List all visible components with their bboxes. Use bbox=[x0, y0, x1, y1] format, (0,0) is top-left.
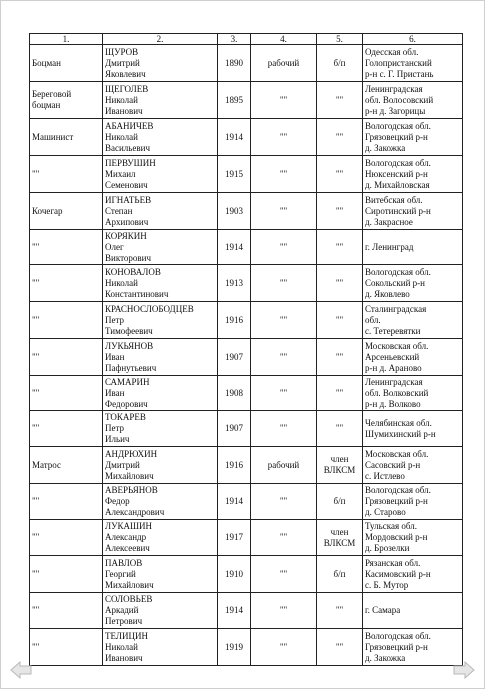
arrow-left-icon[interactable] bbox=[10, 661, 32, 679]
name-line: Николай bbox=[105, 277, 138, 288]
party-cell: "" bbox=[317, 156, 363, 193]
name-line: Ильич bbox=[105, 434, 130, 444]
birth-year-cell: 1910 bbox=[218, 556, 251, 593]
address-cell bbox=[363, 119, 463, 156]
address-line: с. Тетеревятки bbox=[365, 325, 421, 336]
name-line: ЛУКАШИН bbox=[105, 521, 153, 531]
name-line: Федорович bbox=[105, 398, 148, 409]
birth-year-cell: 1890 bbox=[218, 45, 251, 82]
party-cell: "" bbox=[317, 629, 363, 666]
party-cell: "" bbox=[317, 265, 363, 302]
position-cell: Машинист bbox=[30, 119, 103, 156]
name-line: Николай bbox=[105, 131, 138, 142]
address-line: Голопристанский bbox=[365, 57, 432, 68]
table-row bbox=[30, 376, 463, 411]
address-line: Шумихинский р-н bbox=[365, 428, 436, 439]
address-line: Ленинградская bbox=[365, 376, 423, 387]
table-row bbox=[30, 629, 463, 666]
address-line: г. Самара bbox=[365, 605, 401, 615]
name-line: Георгий bbox=[105, 568, 136, 579]
address-cell bbox=[363, 484, 463, 520]
name-line: ЩЕГОЛЕВ bbox=[105, 83, 149, 94]
position-cell: "" bbox=[30, 520, 103, 556]
name-line: Степан bbox=[105, 205, 133, 216]
party-cell: "" bbox=[317, 376, 363, 411]
name-line: Алексеевич bbox=[105, 543, 150, 553]
address-cell bbox=[363, 447, 463, 484]
table-row bbox=[30, 484, 463, 520]
name-line: КОРЯКИН bbox=[105, 230, 147, 241]
table-row bbox=[30, 230, 463, 265]
address-line: Вологодская обл. bbox=[365, 630, 431, 641]
position-cell: Боцман bbox=[30, 45, 103, 82]
name-line: СОЛОВЬЕВ bbox=[105, 594, 153, 604]
name-line: ПАВЛОВ bbox=[105, 557, 143, 568]
address-cell bbox=[363, 376, 463, 411]
name-line: Петр bbox=[105, 423, 125, 433]
origin-cell: "" bbox=[251, 520, 317, 556]
party-cell: "" bbox=[317, 411, 363, 447]
address-line: обл. Волосовский bbox=[365, 94, 434, 105]
table-row bbox=[30, 339, 463, 376]
address-line: Вологодская обл. bbox=[365, 485, 431, 495]
position-cell: "" bbox=[30, 376, 103, 411]
address-line: Сасовский р-н bbox=[365, 459, 421, 470]
position-cell: "" bbox=[30, 265, 103, 302]
birth-year-cell: 1907 bbox=[218, 339, 251, 376]
name-line: ТОКАРЕВ bbox=[105, 412, 146, 422]
origin-cell: "" bbox=[251, 156, 317, 193]
origin-cell: "" bbox=[251, 302, 317, 339]
header-cell: 4. bbox=[251, 34, 317, 45]
address-cell bbox=[363, 230, 463, 265]
name-line: АВЕРЬЯНОВ bbox=[105, 485, 158, 495]
name-cell bbox=[103, 82, 218, 119]
party-cell: "" bbox=[317, 230, 363, 265]
origin-cell: "" bbox=[251, 119, 317, 156]
address-line: р-н с. Г. Пристань bbox=[365, 68, 434, 79]
address-line: Московская обл. bbox=[365, 448, 429, 459]
party-cell: "" bbox=[317, 593, 363, 629]
origin-cell: "" bbox=[251, 556, 317, 593]
address-cell bbox=[363, 520, 463, 556]
party-cell: член ВЛКСМ bbox=[317, 447, 363, 484]
name-line: Васильевич bbox=[105, 142, 150, 153]
name-line: Федор bbox=[105, 496, 130, 506]
name-line: Петр bbox=[105, 314, 125, 325]
birth-year-cell: 1903 bbox=[218, 193, 251, 230]
address-line: д. Закрасное bbox=[365, 216, 413, 227]
position-cell: "" bbox=[30, 339, 103, 376]
address-line: Вологодская обл. bbox=[365, 120, 431, 131]
address-line: д. Яковлево bbox=[365, 288, 410, 299]
position-cell: "" bbox=[30, 629, 103, 666]
birth-year-cell: 1914 bbox=[218, 119, 251, 156]
address-cell bbox=[363, 593, 463, 629]
name-cell bbox=[103, 265, 218, 302]
table-row bbox=[30, 593, 463, 629]
address-line: Касимовский р-н bbox=[365, 568, 431, 579]
name-line: Александрович bbox=[105, 507, 165, 517]
address-line: р-н д. Волково bbox=[365, 398, 421, 409]
name-line: Иван bbox=[105, 351, 125, 362]
name-line: Николай bbox=[105, 641, 138, 652]
name-line: Александр bbox=[105, 532, 147, 542]
name-line: Викторович bbox=[105, 252, 151, 263]
address-line: с. Б. Мутор bbox=[365, 579, 409, 590]
name-line: ИГНАТЬЕВ bbox=[105, 194, 152, 205]
header-row bbox=[30, 34, 463, 45]
origin-cell: "" bbox=[251, 265, 317, 302]
address-line: р-н д. Араново bbox=[365, 362, 422, 373]
address-line: д. Михайловская bbox=[365, 179, 430, 190]
address-line: обл. Волковский bbox=[365, 387, 429, 398]
birth-year-cell: 1914 bbox=[218, 230, 251, 265]
name-line: Семенович bbox=[105, 179, 148, 190]
address-line: Одесская обл. bbox=[365, 46, 419, 57]
birth-year-cell: 1916 bbox=[218, 447, 251, 484]
table-row bbox=[30, 119, 463, 156]
position-cell: "" bbox=[30, 302, 103, 339]
birth-year-cell: 1895 bbox=[218, 82, 251, 119]
address-line: обл. bbox=[365, 314, 381, 325]
name-cell bbox=[103, 45, 218, 82]
address-cell bbox=[363, 265, 463, 302]
name-cell bbox=[103, 629, 218, 666]
name-line: Николай bbox=[105, 94, 138, 105]
address-line: д. Закожка bbox=[365, 652, 406, 663]
birth-year-cell: 1907 bbox=[218, 411, 251, 447]
address-cell bbox=[363, 193, 463, 230]
header-cell: 1. bbox=[30, 34, 103, 45]
table-row bbox=[30, 556, 463, 593]
address-line: Грязовецкий р-н bbox=[365, 131, 428, 142]
name-line: Иван bbox=[105, 387, 125, 398]
address-line: Ленинградская bbox=[365, 83, 423, 94]
party-cell: б/п bbox=[317, 45, 363, 82]
birth-year-cell: 1908 bbox=[218, 376, 251, 411]
name-line: ЛУКЬЯНОВ bbox=[105, 340, 154, 351]
address-line: Вологодская обл. bbox=[365, 157, 431, 168]
address-cell bbox=[363, 411, 463, 447]
birth-year-cell: 1914 bbox=[218, 593, 251, 629]
name-cell bbox=[103, 520, 218, 556]
birth-year-cell: 1916 bbox=[218, 302, 251, 339]
address-line: Тульская обл. bbox=[365, 521, 417, 531]
name-cell bbox=[103, 193, 218, 230]
name-line: ПЕРВУШИН bbox=[105, 157, 156, 168]
table-row bbox=[30, 520, 463, 556]
position-cell: "" bbox=[30, 156, 103, 193]
address-cell bbox=[363, 302, 463, 339]
name-cell bbox=[103, 339, 218, 376]
name-line: Михайлович bbox=[105, 470, 154, 481]
name-line: Михаил bbox=[105, 168, 136, 179]
address-line: Грязовецкий р-н bbox=[365, 641, 428, 652]
name-line: Олег bbox=[105, 241, 124, 252]
name-line: ТЕЛИЦИН bbox=[105, 630, 148, 641]
table-row bbox=[30, 45, 463, 82]
origin-cell: "" bbox=[251, 230, 317, 265]
crew-table bbox=[29, 33, 463, 666]
address-cell bbox=[363, 629, 463, 666]
party-cell: б/п bbox=[317, 556, 363, 593]
origin-cell: "" bbox=[251, 484, 317, 520]
name-line: Константинович bbox=[105, 288, 169, 299]
party-cell: "" bbox=[317, 82, 363, 119]
arrow-right-icon[interactable] bbox=[453, 661, 475, 679]
party-cell: б/п bbox=[317, 484, 363, 520]
position-cell: Кочегар bbox=[30, 193, 103, 230]
name-line: АБАНИЧЕВ bbox=[105, 120, 154, 131]
name-line: Пафнутьевич bbox=[105, 362, 157, 373]
name-line: Архипович bbox=[105, 216, 149, 227]
address-line: Нюксенский р-н bbox=[365, 168, 428, 179]
birth-year-cell: 1919 bbox=[218, 629, 251, 666]
party-cell: член ВЛКСМ bbox=[317, 520, 363, 556]
table-row bbox=[30, 156, 463, 193]
address-line: Сокольский р-н bbox=[365, 277, 425, 288]
name-line: Аркадий bbox=[105, 605, 139, 615]
address-line: Рязанская обл. bbox=[365, 557, 421, 568]
name-cell bbox=[103, 156, 218, 193]
name-line: Иванович bbox=[105, 652, 143, 663]
address-line: с. Истлево bbox=[365, 470, 405, 481]
address-line: Грязовецкий р-н bbox=[365, 496, 428, 506]
origin-cell: "" bbox=[251, 82, 317, 119]
position-cell: "" bbox=[30, 411, 103, 447]
address-line: Сиротинский р-н bbox=[365, 205, 431, 216]
origin-cell: "" bbox=[251, 339, 317, 376]
header-cell: 3. bbox=[218, 34, 251, 45]
party-cell: "" bbox=[317, 302, 363, 339]
name-line: САМАРИН bbox=[105, 376, 150, 387]
name-cell bbox=[103, 447, 218, 484]
header-cell: 5. bbox=[317, 34, 363, 45]
address-line: д. Старово bbox=[365, 507, 406, 517]
address-line: Сталинградская bbox=[365, 303, 427, 314]
origin-cell: рабочий bbox=[251, 45, 317, 82]
origin-cell: "" bbox=[251, 376, 317, 411]
position-cell: Береговой боцман bbox=[30, 82, 103, 119]
position-cell: "" bbox=[30, 593, 103, 629]
header-cell: 6. bbox=[363, 34, 463, 45]
address-line: Московская обл. bbox=[365, 340, 429, 351]
address-cell bbox=[363, 45, 463, 82]
name-cell bbox=[103, 556, 218, 593]
name-line: Михайлович bbox=[105, 579, 154, 590]
name-cell bbox=[103, 593, 218, 629]
name-line: Дмитрий bbox=[105, 57, 140, 68]
birth-year-cell: 1914 bbox=[218, 484, 251, 520]
address-cell bbox=[363, 82, 463, 119]
name-cell bbox=[103, 411, 218, 447]
name-line: ЩУРОВ bbox=[105, 46, 139, 57]
birth-year-cell: 1917 bbox=[218, 520, 251, 556]
address-line: Челябинская обл. bbox=[365, 417, 432, 428]
origin-cell: "" bbox=[251, 593, 317, 629]
birth-year-cell: 1915 bbox=[218, 156, 251, 193]
table-row bbox=[30, 302, 463, 339]
position-cell: "" bbox=[30, 230, 103, 265]
name-line: Тимофеевич bbox=[105, 325, 153, 336]
name-line: Петрович bbox=[105, 616, 143, 626]
name-line: Дмитрий bbox=[105, 459, 140, 470]
party-cell: "" bbox=[317, 193, 363, 230]
table-row bbox=[30, 411, 463, 447]
name-cell bbox=[103, 376, 218, 411]
address-cell bbox=[363, 556, 463, 593]
address-line: Вологодская обл. bbox=[365, 266, 431, 277]
position-cell: "" bbox=[30, 484, 103, 520]
address-line: р-н д. Загорицы bbox=[365, 105, 426, 116]
header-cell: 2. bbox=[103, 34, 218, 45]
address-line: Витебская обл. bbox=[365, 194, 423, 205]
table-row bbox=[30, 265, 463, 302]
origin-cell: "" bbox=[251, 411, 317, 447]
address-cell bbox=[363, 339, 463, 376]
name-cell bbox=[103, 302, 218, 339]
position-cell: Матрос bbox=[30, 447, 103, 484]
name-line: КОНОВАЛОВ bbox=[105, 266, 161, 277]
table-row bbox=[30, 193, 463, 230]
name-line: КРАСНОСЛОБОДЦЕВ bbox=[105, 303, 194, 314]
name-line: Иванович bbox=[105, 105, 143, 116]
table-row bbox=[30, 447, 463, 484]
party-cell: "" bbox=[317, 119, 363, 156]
name-cell bbox=[103, 484, 218, 520]
table-row bbox=[30, 82, 463, 119]
name-cell bbox=[103, 119, 218, 156]
origin-cell: "" bbox=[251, 629, 317, 666]
name-line: Яковлевич bbox=[105, 68, 146, 79]
name-cell bbox=[103, 230, 218, 265]
party-cell: "" bbox=[317, 339, 363, 376]
birth-year-cell: 1913 bbox=[218, 265, 251, 302]
origin-cell: "" bbox=[251, 193, 317, 230]
name-line: АНДРЮХИН bbox=[105, 448, 158, 459]
address-cell bbox=[363, 156, 463, 193]
address-line: д. Закожка bbox=[365, 142, 406, 153]
address-line: Арсеньевский bbox=[365, 351, 420, 362]
address-line: д. Брозелки bbox=[365, 543, 410, 553]
position-cell: "" bbox=[30, 556, 103, 593]
origin-cell: рабочий bbox=[251, 447, 317, 484]
address-line: г. Ленинград bbox=[365, 241, 414, 252]
address-line: Мордовский р-н bbox=[365, 532, 428, 542]
